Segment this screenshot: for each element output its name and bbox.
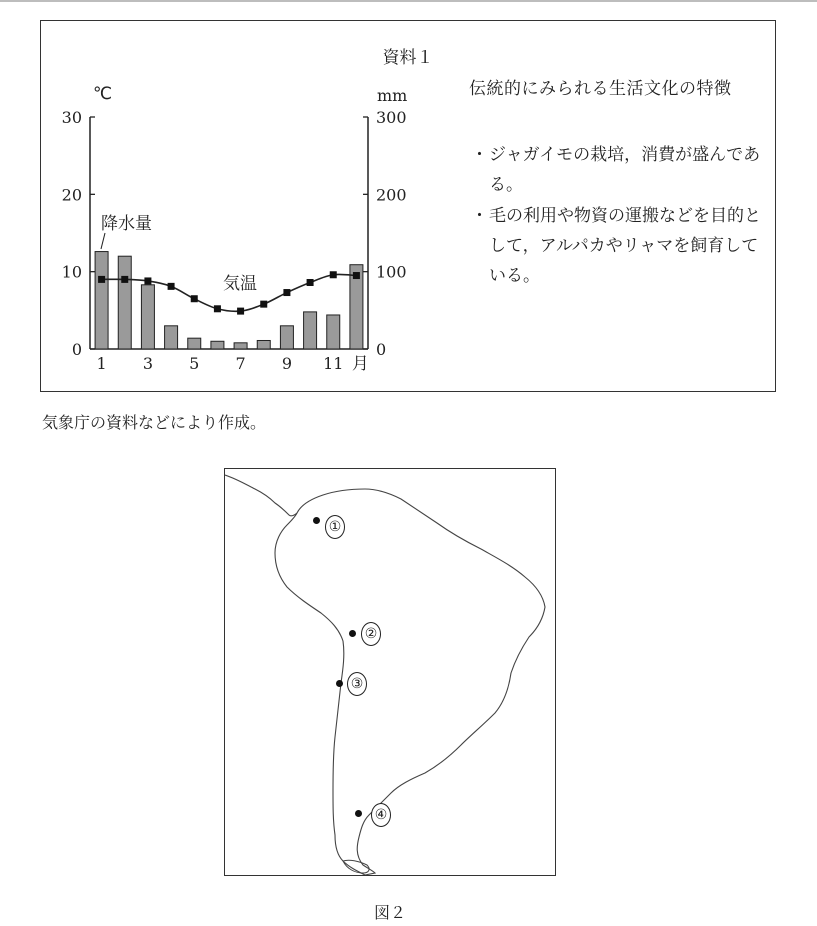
marker-dot [313, 517, 320, 524]
precip-bar [234, 343, 247, 349]
precip-tick-label: 200 [376, 185, 407, 205]
marker-label-4: ④ [371, 803, 391, 827]
precip-bar [118, 256, 131, 349]
precip-tick-label: 100 [376, 262, 407, 282]
precip-leader-line [101, 233, 105, 249]
month-axis-suffix: 月 [351, 354, 369, 374]
notes [469, 75, 769, 294]
precip-bar [304, 312, 317, 349]
note-text: ジャガイモの栽培，消費が盛んである。 [489, 144, 761, 195]
temp-point [283, 289, 290, 296]
temp-point [191, 295, 198, 302]
central-america-coast [225, 475, 297, 516]
precip-bar [95, 252, 108, 349]
top-rule [0, 0, 817, 2]
note-text: 毛の利用や物資の運搬などを目的として，アルパカやリャマを飼育している。 [489, 206, 761, 286]
month-tick-label: 11 [323, 354, 344, 373]
bullet: ・ [471, 144, 488, 165]
climate-chart [41, 21, 461, 391]
precip-bar [211, 341, 224, 349]
precip-unit-label: mm [377, 86, 408, 105]
precip-bar [280, 326, 293, 349]
temp-tick-label: 10 [61, 262, 82, 282]
marker-dot [355, 810, 362, 817]
temp-point [237, 308, 244, 315]
precip-bar [327, 315, 340, 349]
south-america-coast [275, 489, 545, 875]
temp-tick-label: 20 [61, 185, 82, 205]
notes-title: 伝統的にみられる生活文化の特徴 [469, 79, 732, 99]
note-item [469, 202, 769, 291]
data-panel [40, 20, 776, 392]
figure-caption: 図２ [373, 903, 406, 922]
map-frame [224, 468, 556, 876]
marker-label-1: ① [325, 515, 345, 539]
precip-bar [188, 338, 201, 349]
month-tick-label: 1 [96, 354, 107, 373]
temp-point [330, 271, 337, 278]
marker-dot [349, 630, 356, 637]
temp-point [260, 301, 267, 308]
temp-point [98, 276, 105, 283]
month-tick-label: 7 [235, 354, 246, 373]
precip-label: 降水量 [101, 214, 152, 234]
temp-point [144, 277, 151, 284]
precip-tick-label: 0 [376, 340, 387, 359]
precip-bar [165, 326, 178, 349]
temp-label: 気温 [223, 274, 257, 294]
temp-point [353, 272, 360, 279]
panel-title: 資料１ [382, 48, 434, 68]
precip-bar [141, 285, 154, 349]
precip-bar [257, 340, 270, 349]
temp-point [307, 279, 314, 286]
month-tick-label: 3 [142, 354, 154, 373]
month-tick-label: 9 [281, 354, 293, 373]
temp-unit-label: ℃ [93, 84, 113, 104]
month-tick-label: 5 [189, 354, 200, 373]
note-item [469, 141, 769, 201]
source-note: 気象庁の資料などにより作成。 [42, 413, 267, 432]
bullet: ・ [471, 206, 488, 227]
precip-tick-label: 300 [376, 108, 407, 127]
temp-tick-label: 0 [71, 340, 82, 359]
temp-point [168, 283, 175, 290]
marker-label-3: ③ [347, 672, 367, 696]
temp-point [214, 305, 221, 312]
marker-dot [336, 680, 343, 687]
marker-label-2: ② [361, 622, 381, 646]
temp-tick-label: 30 [61, 108, 82, 127]
temp-point [121, 276, 128, 283]
